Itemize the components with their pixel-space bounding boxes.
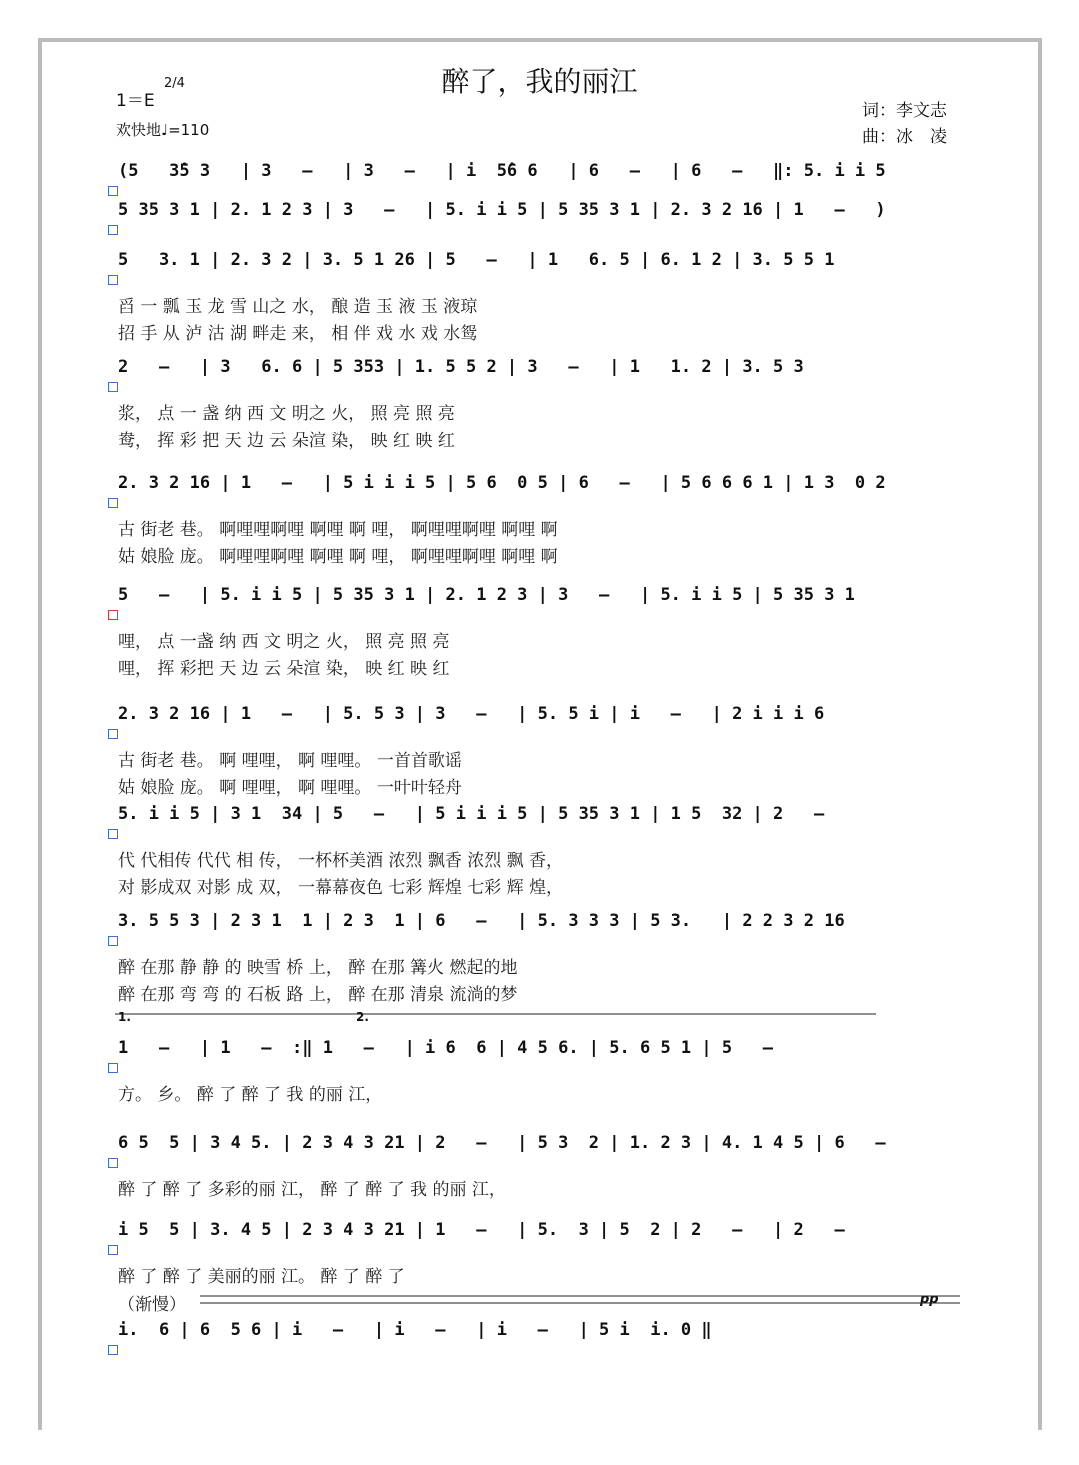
lyric-line: 鸯， 挥 彩 把 天 边 云 朵渲 染， 映 红 映 红	[118, 431, 455, 451]
row-marker	[108, 186, 118, 196]
notation-row: 5. i i 5 | 3 1 34 | 5 – | 5 i i i 5 | 5 35 3 1 | 1 5 32 | 2 –	[118, 804, 825, 824]
lyric-line: 姑 娘脸 庞。 啊 哩哩， 啊 哩哩。 一叶叶轻舟	[118, 778, 462, 798]
row-marker	[108, 829, 118, 839]
lyric-line: 醉 了 醉 了 美丽的丽 江。 醉 了 醉 了	[118, 1267, 405, 1287]
notation-row: 2 – | 3 6. 6 | 5 353 | 1. 5 5 2 | 3 – | 1 1. 2 | 3. 5 3	[118, 357, 804, 377]
composer: 曲：冰 凌	[862, 127, 947, 147]
row-marker	[108, 1063, 118, 1073]
notation-row: 5 35 3 1 | 2. 1 2 3 | 3 – | 5. i i 5 | 5 35 3 1 | 2. 3 2 16 | 1 – )	[118, 200, 886, 220]
row-marker	[108, 382, 118, 392]
lyric-line: 醉 了 醉 了 多彩的丽 江， 醉 了 醉 了 我 的丽 江，	[118, 1180, 506, 1200]
notation-row: 1 – | 1 – :‖ 1 – | i 6 6 | 4 5 6. | 5. 6 5 1 | 5 –	[118, 1038, 774, 1058]
lyric-line: 古 街老 巷。 啊哩哩啊哩 啊哩 啊 哩， 啊哩哩啊哩 啊哩 啊	[118, 520, 558, 540]
row-marker	[108, 729, 118, 739]
lyric-line: 招 手 从 泸 沽 湖 畔走 来， 相 伴 戏 水 戏 水鸳	[118, 324, 478, 344]
tempo-marking: 欢快地♩=110	[116, 121, 210, 139]
page-frame-right	[1038, 40, 1042, 1430]
row-marker	[108, 275, 118, 285]
row-marker	[108, 1245, 118, 1255]
lyric-line: 醉 在那 静 静 的 映雪 桥 上， 醉 在那 篝火 燃起的地	[118, 958, 518, 978]
row-marker	[108, 610, 118, 620]
notation-row: i 5 5 | 3. 4 5 | 2 3 4 3 21 | 1 – | 5. 3 | 5 2 | 2 – | 2 –	[118, 1220, 845, 1240]
lyric-line: 古 街老 巷。 啊 哩哩， 啊 哩哩。 一首首歌谣	[118, 751, 462, 771]
volta-1: 1.	[118, 1010, 131, 1024]
notation-row: 2. 3 2 16 | 1 – | 5 i i i 5 | 5 6 0 5 | 6 – | 5 6 6 6 1 | 1 3 0 2	[118, 473, 886, 493]
dynamic-marking: pp	[920, 1292, 939, 1307]
notation-row: i. 6 | 6 5 6 | i – | i – | i – | 5 i i. 0 ‖	[118, 1320, 712, 1340]
song-title: 醉了，我的丽江	[441, 65, 638, 98]
lyric-line: 舀 一 瓢 玉 龙 雪 山之 水， 酿 造 玉 液 玉 液琼	[118, 297, 478, 317]
lyric-line: 醉 在那 弯 弯 的 石板 路 上， 醉 在那 清泉 流淌的梦	[118, 985, 518, 1005]
lyric-line: 浆， 点 一 盏 纳 西 文 明之 火， 照 亮 照 亮	[118, 404, 455, 424]
lyric-line: 哩， 挥 彩把 天 边 云 朵渲 染， 映 红 映 红	[118, 659, 450, 679]
row-marker	[108, 1345, 118, 1355]
volta-2: 2.	[356, 1010, 369, 1024]
page-frame-top	[38, 38, 1042, 42]
lyric-line: 姑 娘脸 庞。 啊哩哩啊哩 啊哩 啊 哩， 啊哩哩啊哩 啊哩 啊	[118, 547, 558, 567]
lyric-line: 代 代相传 代代 相 传， 一杯杯美酒 浓烈 飘香 浓烈 飘 香，	[118, 851, 564, 871]
row-marker	[108, 225, 118, 235]
key-signature: 1＝E	[116, 91, 155, 111]
page-frame-left	[38, 40, 42, 1430]
notation-row: 3. 5 5 3 | 2 3 1 1 | 2 3 1 | 6 – | 5. 3 3 3 | 5 3. | 2 2 3 2 16	[118, 911, 845, 931]
row-marker	[108, 498, 118, 508]
lyric-line: 哩， 点 一盏 纳 西 文 明之 火， 照 亮 照 亮	[118, 632, 450, 652]
meter: 2/4	[164, 76, 185, 91]
row-marker	[108, 1158, 118, 1168]
notation-row: 5 – | 5. i i 5 | 5 35 3 1 | 2. 1 2 3 | 3 – | 5. i i 5 | 5 35 3 1	[118, 585, 855, 605]
row-marker	[108, 936, 118, 946]
notation-row: 6 5 5 | 3 4 5. | 2 3 4 3 21 | 2 – | 5 3 2 | 1. 2 3 | 4. 1 4 5 | 6 –	[118, 1133, 886, 1153]
notation-row: 5 3. 1 | 2. 3 2 | 3. 5 1 26 | 5 – | 1 6. 5 | 6. 1 2 | 3. 5 5 1	[118, 250, 835, 270]
lyric-line: 对 影成双 对影 成 双， 一幕幕夜色 七彩 辉煌 七彩 辉 煌，	[118, 878, 564, 898]
lyricist: 词：李文志	[862, 101, 947, 121]
lyric-line: 方。 乡。 醉 了 醉 了 我 的丽 江，	[118, 1085, 383, 1105]
ritardando-marking: （渐慢）	[118, 1295, 186, 1315]
notation-row: 2. 3 2 16 | 1 – | 5. 5 3 | 3 – | 5. 5 i | i – | 2 i i i 6	[118, 704, 825, 724]
notation-row: (5 3̂5 3 | 3 – | 3 – | i 5̂6 6 | 6 – | 6 – ‖: 5. i i 5	[118, 161, 886, 181]
